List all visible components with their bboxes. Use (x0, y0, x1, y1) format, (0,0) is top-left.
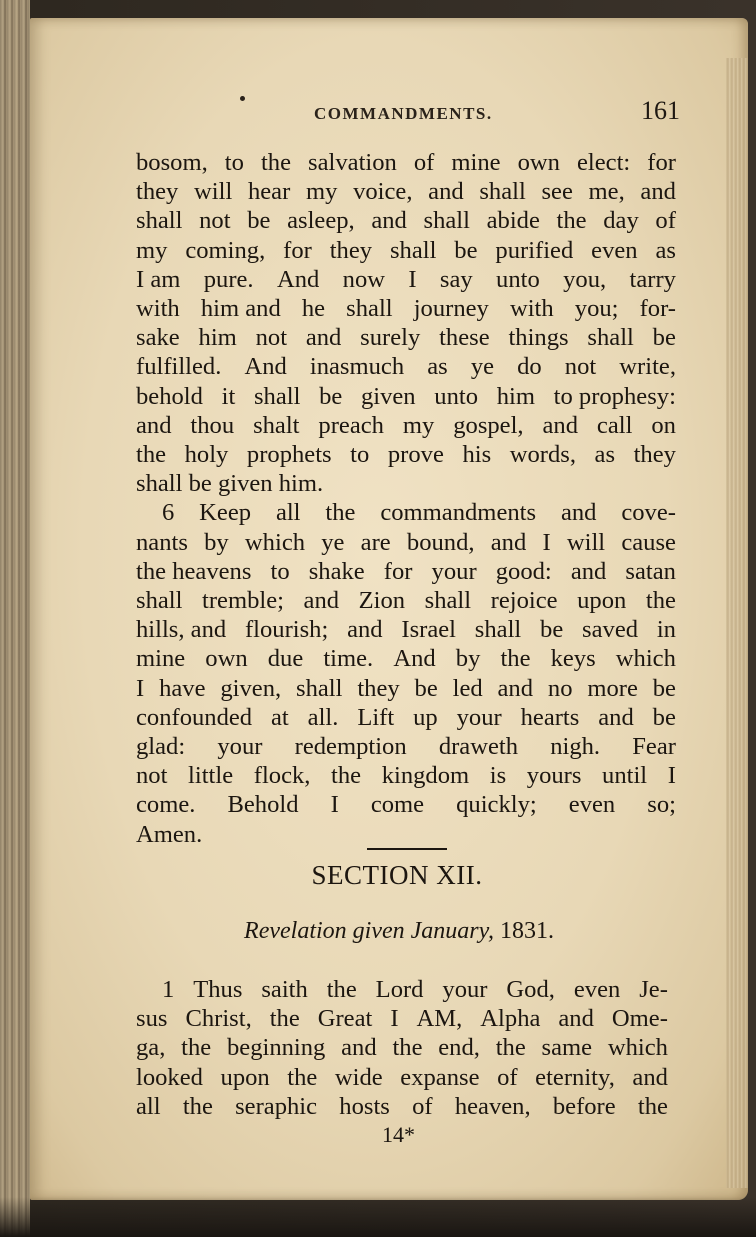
word: the (136, 441, 167, 469)
word: asleep, (287, 207, 355, 235)
word: be (652, 324, 676, 352)
word: come. (136, 791, 196, 819)
word: own (517, 149, 560, 176)
word: hear (247, 178, 291, 206)
word: 6 (162, 499, 175, 527)
word: I (136, 674, 145, 702)
word: God, (506, 976, 555, 1003)
word: be (319, 382, 343, 410)
word: the (645, 587, 676, 615)
word: shall (253, 382, 301, 410)
word: time. (323, 645, 374, 673)
word: rejoice (490, 587, 558, 615)
word: saith (261, 976, 308, 1003)
text-line (136, 615, 676, 644)
word: Thus (193, 976, 243, 1003)
text-line (136, 382, 676, 411)
word: with (136, 295, 180, 323)
word: I (408, 265, 417, 293)
word: the heavens (136, 557, 252, 585)
word: all (136, 1092, 161, 1120)
word: kingdom (381, 762, 470, 790)
word: preach (318, 411, 384, 439)
word: hosts (339, 1092, 390, 1120)
word: sus (136, 1005, 168, 1033)
word: quickly; (456, 791, 537, 819)
left-page-stack (0, 0, 30, 1237)
word: for (383, 557, 413, 585)
word: bound, (406, 528, 475, 556)
word: flourish; (244, 616, 329, 644)
word: and (341, 1034, 377, 1062)
word: purified (495, 236, 574, 264)
word: to prophesy: (553, 382, 676, 410)
word: shall (389, 236, 437, 264)
word: not (136, 762, 168, 790)
page-edge (726, 58, 748, 1188)
word: and (347, 616, 383, 644)
word: wide (334, 1063, 383, 1091)
word: mine (136, 645, 186, 673)
word: even (568, 791, 616, 819)
word: no (547, 674, 573, 702)
word: holy (184, 441, 229, 469)
word: coming, (185, 236, 266, 264)
word: and (542, 411, 578, 439)
word: not (199, 207, 231, 235)
word: cause (621, 528, 676, 556)
word: Keep (199, 499, 252, 527)
word: your (456, 703, 502, 731)
word: with (509, 295, 554, 323)
word: him (496, 382, 535, 410)
word: have (159, 674, 206, 702)
section-body-text (136, 975, 668, 1121)
word: pure. (203, 265, 254, 293)
word: the (495, 1034, 526, 1062)
word: prove (387, 441, 444, 469)
word: yours (526, 762, 582, 790)
word: not (255, 324, 288, 352)
word: say (439, 265, 473, 293)
word: see (541, 178, 573, 206)
word: hills, and (136, 616, 227, 644)
word: be (247, 207, 271, 235)
word: led (452, 674, 483, 702)
word: journey (413, 295, 489, 323)
word: to (224, 149, 244, 176)
word: and (303, 587, 340, 615)
word: inasmuch (309, 353, 405, 381)
text-line (136, 761, 676, 790)
word: expanse (400, 1063, 480, 1091)
word: hearts (520, 703, 580, 731)
section-rule (367, 848, 447, 850)
text-line (136, 1033, 668, 1062)
word: shall be given him. (136, 470, 324, 498)
word: call (596, 411, 633, 439)
word: the (181, 1034, 212, 1062)
word: so; (647, 791, 676, 819)
word: my (136, 236, 168, 264)
word: up (413, 703, 438, 731)
word: the (331, 762, 362, 790)
word: my (305, 178, 338, 206)
word: Fear (632, 733, 676, 761)
word: Alpha (480, 1005, 541, 1033)
word: shake (308, 557, 365, 585)
word: as (655, 236, 676, 264)
word: shall (296, 674, 343, 702)
word: saved (582, 616, 639, 644)
word: 1 (162, 976, 175, 1003)
word: they (329, 236, 373, 264)
word: Great (317, 1005, 373, 1033)
word: by (455, 645, 481, 673)
text-line (136, 440, 676, 469)
text-line (136, 703, 676, 732)
word: these (439, 324, 490, 352)
word: they (633, 441, 676, 469)
text-line (136, 352, 676, 381)
word: shall (136, 587, 183, 615)
word: shall (424, 587, 472, 615)
bottom-shadow (0, 1197, 756, 1237)
word: Christ, (185, 1005, 252, 1033)
word: until (602, 762, 648, 790)
word: is (489, 762, 507, 790)
word: and (305, 324, 342, 352)
word: at (271, 703, 289, 731)
text-line (136, 790, 676, 819)
word: the (260, 149, 291, 176)
word: due (267, 645, 304, 673)
word: for (283, 236, 312, 264)
word: the (392, 1034, 423, 1062)
word: redemption (294, 733, 407, 761)
word: shall (587, 324, 634, 352)
word: And (393, 645, 436, 673)
word: all. (307, 703, 339, 731)
word: you, (563, 265, 607, 293)
word: more (587, 674, 638, 702)
word: as (427, 353, 448, 381)
word: Behold (227, 791, 299, 819)
word: shall (479, 178, 526, 206)
word: unto (434, 382, 479, 410)
word: upon (220, 1063, 270, 1091)
subtitle-italic: Revelation given January, (244, 918, 494, 944)
word: the (269, 1005, 300, 1033)
signature-mark: 14* (382, 1122, 415, 1147)
word: Lord (375, 976, 424, 1003)
word: will (194, 178, 233, 206)
body-text (136, 148, 676, 849)
word: flock, (253, 762, 311, 790)
word: will (566, 528, 606, 556)
word: satan (625, 557, 676, 585)
word: be (540, 616, 564, 644)
word: are (360, 528, 391, 556)
text-line (136, 411, 676, 440)
word: he (301, 295, 326, 323)
word: fulfilled. (136, 353, 222, 381)
word: behold (136, 382, 203, 410)
text-line (136, 586, 676, 615)
word: bosom, (136, 149, 208, 176)
word: your (431, 557, 477, 585)
word: sake (136, 324, 180, 352)
word: nigh. (550, 733, 601, 761)
word: heaven, (454, 1092, 531, 1120)
word: keys (550, 645, 596, 673)
word: words, (509, 441, 576, 469)
word: nants (136, 528, 188, 556)
word: I (390, 1005, 399, 1033)
text-line (136, 148, 676, 177)
word: which (615, 645, 676, 673)
word: and (640, 178, 676, 206)
word: which (244, 528, 306, 556)
word: and (428, 178, 464, 206)
running-head: COMMANDMENTS. (314, 104, 493, 123)
word: and (371, 207, 407, 235)
word: Amen. (136, 820, 203, 848)
word: of (497, 1063, 518, 1091)
word: to (270, 557, 290, 585)
word: even (591, 236, 638, 264)
word: the (326, 976, 357, 1003)
text-line (136, 498, 676, 527)
word: things (508, 324, 569, 352)
word: and (570, 557, 607, 585)
word: in (656, 616, 676, 644)
word: of (413, 149, 435, 176)
word: given (360, 382, 416, 410)
word: and (490, 528, 527, 556)
word: do (517, 353, 542, 381)
text-line (136, 1063, 668, 1092)
word: prophets (246, 441, 332, 469)
word: confounded (136, 703, 253, 731)
word: end, (438, 1034, 480, 1062)
word: now (342, 265, 385, 293)
word: I (667, 762, 676, 790)
word: and (560, 499, 597, 527)
word: my (402, 411, 435, 439)
word: shall (474, 616, 522, 644)
text-line (136, 1092, 668, 1121)
word: shall (423, 207, 470, 235)
word: me, (588, 178, 625, 206)
word: the (325, 499, 356, 527)
word: the (287, 1063, 318, 1091)
word: elect: (577, 149, 631, 176)
word: come (370, 791, 425, 819)
word: little (188, 762, 234, 790)
word: cove- (621, 499, 676, 527)
word: they (136, 178, 179, 206)
word: I (542, 528, 551, 556)
word: your (217, 733, 263, 761)
word: even (573, 976, 621, 1003)
word: as (594, 441, 616, 469)
word: for- (639, 295, 676, 323)
word: good: (495, 557, 552, 585)
word: shall (346, 295, 393, 323)
text-line (136, 528, 676, 557)
text-line (136, 644, 676, 673)
word: gospel, (453, 411, 524, 439)
word: ye (470, 353, 495, 381)
word: of (412, 1092, 433, 1120)
word: beginning (226, 1034, 326, 1062)
text-line (136, 469, 676, 498)
subtitle-year: 1831. (499, 918, 554, 944)
page-header (140, 96, 680, 136)
word: tarry (629, 265, 676, 293)
word: which (607, 1034, 668, 1062)
section-title: SECTION XII. (311, 860, 483, 890)
word: Israel (401, 616, 457, 644)
word: mine (451, 149, 501, 176)
text-line (136, 323, 676, 352)
word: the (182, 1092, 213, 1120)
word: unto (496, 265, 540, 293)
word: shalt (253, 411, 300, 439)
word: and (632, 1063, 668, 1091)
text-line (136, 265, 676, 294)
text-line (136, 1004, 668, 1033)
word: And (276, 265, 320, 293)
word: be (414, 674, 438, 702)
word: it (221, 382, 236, 410)
word: Ome- (611, 1005, 668, 1033)
word: before (552, 1092, 616, 1120)
text-line (136, 732, 676, 761)
word: not (564, 353, 597, 381)
word: same (541, 1034, 593, 1062)
word: the (556, 207, 587, 235)
word: of (655, 207, 676, 235)
word: his (462, 441, 492, 469)
text-line (136, 820, 676, 849)
word: eternity, (535, 1063, 615, 1091)
word: the (637, 1092, 668, 1120)
word: him and (200, 295, 281, 323)
word: draweth (438, 733, 519, 761)
word: Je- (639, 976, 668, 1003)
word: seraphic (235, 1092, 318, 1120)
text-line (136, 557, 676, 586)
word: ga, (136, 1034, 166, 1062)
text-line (136, 975, 668, 1004)
text-line (136, 236, 676, 265)
word: all (275, 499, 301, 527)
word: shall (136, 207, 183, 235)
word: tremble; (202, 587, 284, 615)
word: your (442, 976, 488, 1003)
word: glad: (136, 733, 186, 761)
word: surely (360, 324, 421, 352)
word: Zion (358, 587, 406, 615)
word: upon (577, 587, 627, 615)
word: and (497, 674, 534, 702)
word: and (558, 1005, 594, 1033)
word: you; (574, 295, 619, 323)
word: thou (190, 411, 235, 439)
section-subtitle (0, 918, 756, 945)
page-number: 161 (641, 96, 680, 125)
word: and (598, 703, 634, 731)
word: on (651, 411, 676, 439)
word: I (330, 791, 339, 819)
text-line (136, 674, 676, 703)
word: write, (619, 353, 676, 381)
word: commandments (380, 499, 537, 527)
text-line (136, 177, 676, 206)
word: abide (486, 207, 540, 235)
word: own (205, 645, 248, 673)
word: they (357, 674, 400, 702)
word: AM, (416, 1005, 463, 1033)
word: be (652, 674, 676, 702)
word: looked (136, 1063, 203, 1091)
word: Lift (357, 703, 395, 731)
word: given, (220, 674, 282, 702)
word: by (204, 528, 229, 556)
word: voice, (353, 178, 413, 206)
word: be (652, 703, 676, 731)
word: day (603, 207, 639, 235)
word: I am (136, 265, 181, 293)
word: And (244, 353, 287, 381)
word: the (500, 645, 531, 673)
word: and (136, 411, 172, 439)
text-line (136, 294, 676, 323)
word: ye (321, 528, 345, 556)
word: salvation (308, 149, 397, 176)
text-line (136, 206, 676, 235)
word: for (647, 149, 676, 176)
word: be (454, 236, 478, 264)
word: to (350, 441, 370, 469)
word: him (198, 324, 237, 352)
